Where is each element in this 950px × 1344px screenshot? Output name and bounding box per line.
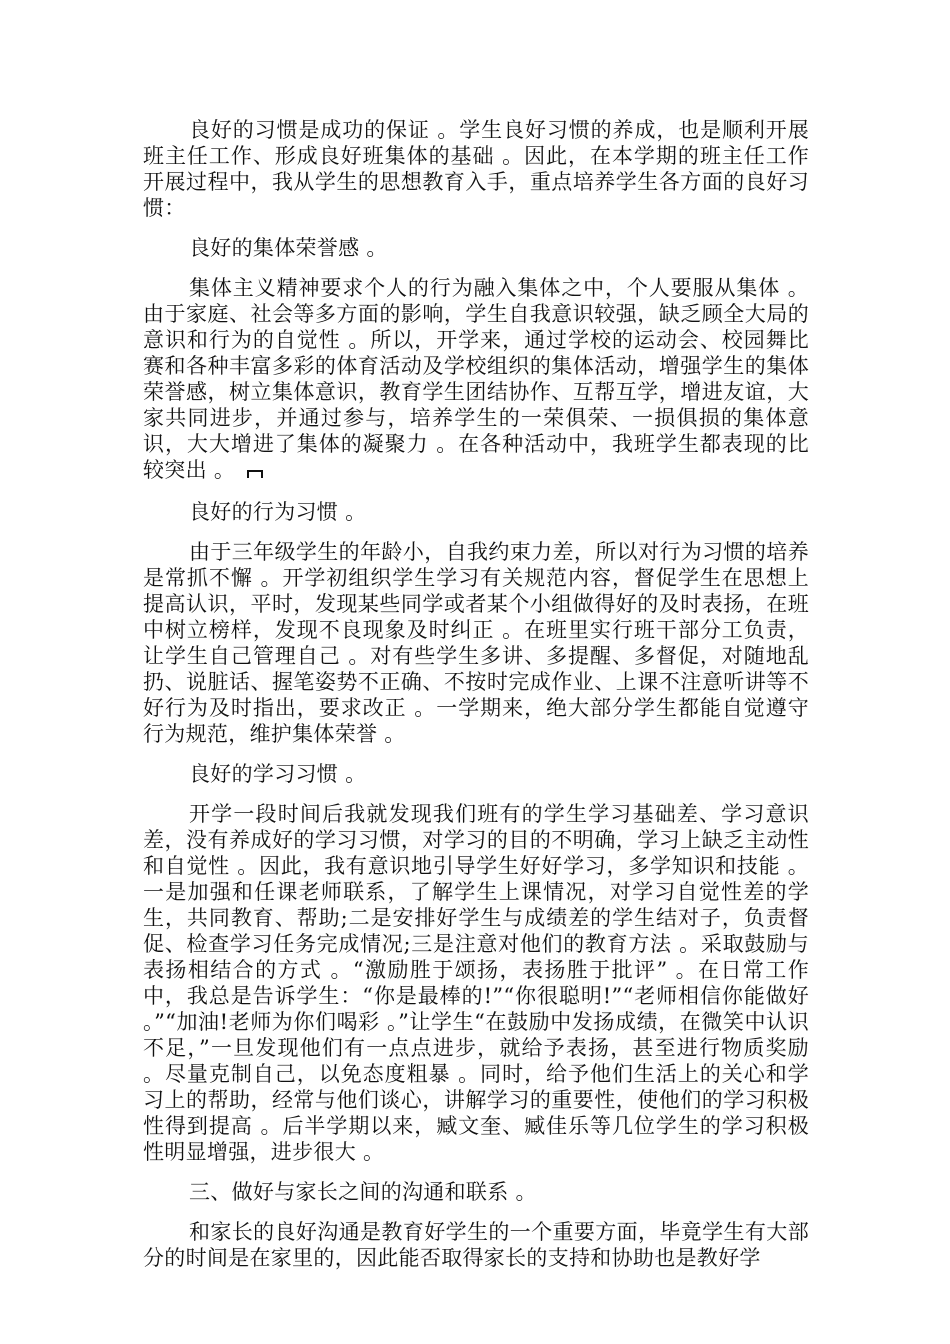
bracket-mark-icon	[247, 469, 263, 479]
parents-paragraph	[143, 1219, 809, 1271]
heading-parent-communication: 三、做好与家长之间的沟通和联系 。	[189, 1180, 537, 1204]
heading-study-habits: 良好的学习习惯 。	[189, 762, 367, 786]
intro-paragraph	[143, 117, 809, 221]
behavior-text: 由于三年级学生的年龄小，自我约束力差，所以对行为习惯的培养是常抓不懈 。开学初组织学生学习有关规范内容，督促学生在思想上提高认识，平时，发现某些同学或者某个小组做得好的及时表扬，在班中树立榜样，发现不良现象及时纠正 。在班里实行班干部分工负责，让学生自己管理自己 。对有些学生多讲、多提醒、多督促，对随地乱扔、说脏话、握笔姿势不正确、不按时完成作业、上课不注意听讲等不好行为及时指出，要求改正 。一学期来，绝大部分学生都能自觉遵守行为规范，维护集体荣誉 。	[143, 540, 809, 746]
parents-text: 和家长的良好沟通是教育好学生的一个重要方面，毕竟学生有大部分的时间是在家里的，因此能否取得家长的支持和协助也是教好学	[143, 1220, 809, 1270]
heading-behavior-habits: 良好的行为习惯 。	[189, 500, 367, 524]
collective-text: 集体主义精神要求个人的行为融入集体之中，个人要服从集体 。由于家庭、社会等多方面的影响，学生自我意识较强，缺乏顾全大局的意识和行为的自觉性 。所以，开学来，通过学校的运动会、校园舞比赛和各种丰富多彩的体育活动及学校组织的集体活动，增强学生的集体荣誉感，树立集体意识，教育学生团结协作、互帮互学，增进友谊，大家共同进步，并通过参与，培养学生的一荣俱荣、一损俱损的集体意识，大大增进了集体的凝聚力 。在各种活动中，我班学生都表现的比较突出 。	[143, 276, 809, 482]
collective-paragraph	[143, 275, 809, 483]
heading-collective-honor: 良好的集体荣誉感 。	[189, 236, 388, 260]
study-text: 开学一段时间后我就发现我们班有的学生学习基础差、学习意识差，没有养成好的学习习惯，对学习的目的不明确，学习上缺乏主动性和自觉性 。因此，我有意识地引导学生好好学习，多学知识和技能 。一是加强和任课老师联系，了解学生上课情况，对学习自觉性差的学生，共同教育、帮助;二是安排好学生与成绩差的学生结对子，负责督促、检查学习任务完成情况;三是注意对他们的教育方法 。采取鼓励与表扬相结合的方式 。“激励胜于颂扬，表扬胜于批评” 。在日常工作中，我总是告诉学生：“你是最棒的!”“你很聪明!”“老师相信你能做好 。”“加油!老师为你们喝彩 。”让学生“在鼓励中发扬成绩，在微笑中认识不足，”一旦发现他们有一点点进步，就给予表扬，甚至进行物质奖励 。尽量克制自己，以免态度粗暴 。同时，给予他们生活上的关心和学习上的帮助，经常与他们谈心，讲解学习的重要性，使他们的学习积极性得到提高 。后半学期以来，臧文奎、臧佳乐等几位学生的学习积极性明显增强，进步很大 。	[143, 802, 809, 1164]
document-page	[143, 117, 809, 1271]
behavior-paragraph	[143, 539, 809, 747]
intro-text: 良好的习惯是成功的保证 。学生良好习惯的养成，也是顺利开展班主任工作、形成良好班集体的基础 。因此，在本学期的班主任工作开展过程中，我从学生的思想教育入手，重点培养学生各方面的良好习惯：	[143, 118, 809, 220]
study-paragraph	[143, 801, 809, 1165]
